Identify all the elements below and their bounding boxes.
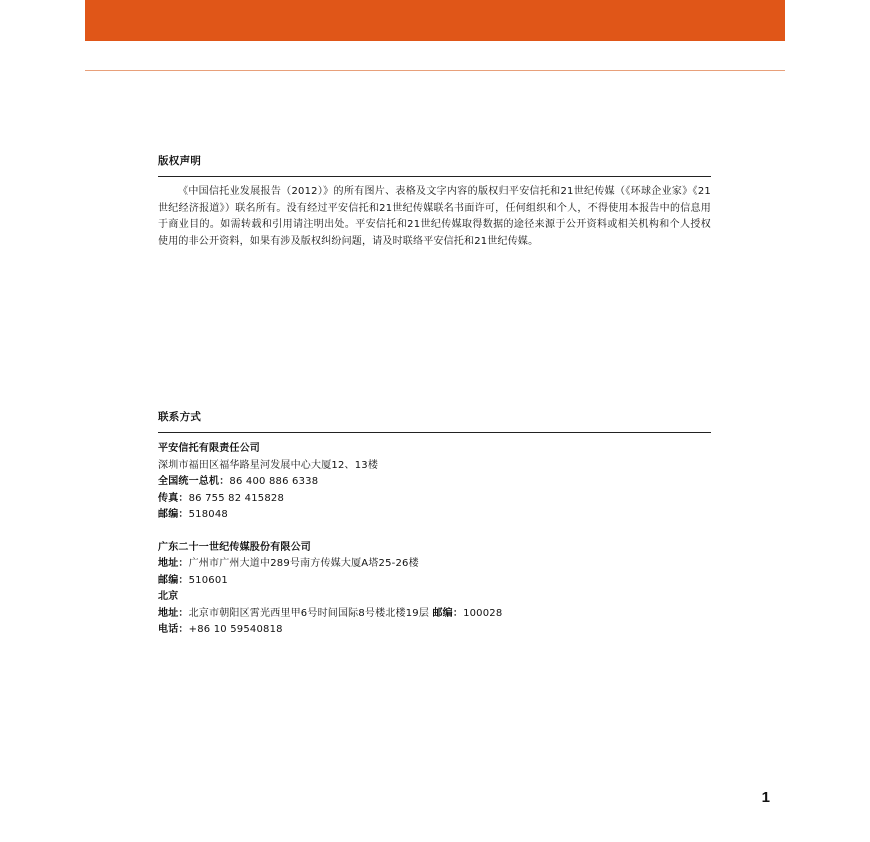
switchboard-label: 全国统一总机： [158,476,230,487]
beijing-address-line [158,606,711,623]
ping-an-fax-line [158,491,711,508]
ping-an-postcode-line [158,507,711,524]
switchboard-number: 86 400 886 6338 [229,476,319,487]
ping-an-name: 平安信托有限责任公司 [158,443,260,454]
copyright-rule [158,176,711,177]
ping-an-contact [158,441,711,524]
address-label: 地址： [158,558,189,569]
phone-label: 电话： [158,624,189,635]
fax-label: 传真： [158,492,189,504]
postcode-label: 邮编： [158,574,189,586]
phone-number: +86 10 59540818 [188,624,283,635]
postcode-value: 518048 [188,509,228,520]
contact-section [158,410,711,639]
media21-contact [158,540,711,639]
fax-number: 86 755 82 415828 [188,492,285,504]
postcode-label: 邮编： [432,607,464,619]
ping-an-switchboard-line [158,474,711,491]
copyright-heading: 版权声明 [158,155,202,167]
media21-postcode-line [158,573,711,590]
postcode-value: 510601 [188,574,228,586]
address-value: 广州市广州大道中289号南方传媒大厦A塔25-26楼 [188,558,419,569]
beijing-postcode-value: 100028 [463,607,503,619]
page-number: 1 [761,789,770,806]
beijing-address-value: 北京市朝阳区霄光西里甲6号时间国际8号楼北楼19层 [188,607,430,619]
beijing-label: 北京 [158,591,179,602]
media21-name: 广东二十一世纪传媒股份有限公司 [158,541,311,553]
ping-an-address: 深圳市福田区福华路星河发展中心大厦12、13楼 [158,459,379,471]
contact-rule [158,432,711,433]
copyright-section [158,154,711,250]
media21-address-line [158,556,711,573]
media21-phone-line [158,622,711,639]
contact-heading: 联系方式 [158,411,202,423]
address-label: 地址： [158,607,189,619]
postcode-label: 邮编： [158,509,189,520]
top-divider [85,70,785,71]
top-banner [85,0,785,41]
copyright-text: 《中国信托业发展报告（2012）》的所有图片、表格及文字内容的版权归平安信托和21世纪传媒（《环球企业家》《21世纪经济报道》）联名所有。没有经过平安信托和21世纪传媒联名书面许可，任何组织和个人，不得使用本报告中的信息用于商业目的。如需转载和引用请注明出处。平安信托和21世纪传媒取得数据的途径来源于公开资料或相关机构和个人授权使用的非公开资料，如果有涉及版权纠纷问题，请及时联络平安信托和21世纪传媒。 [158,186,711,247]
